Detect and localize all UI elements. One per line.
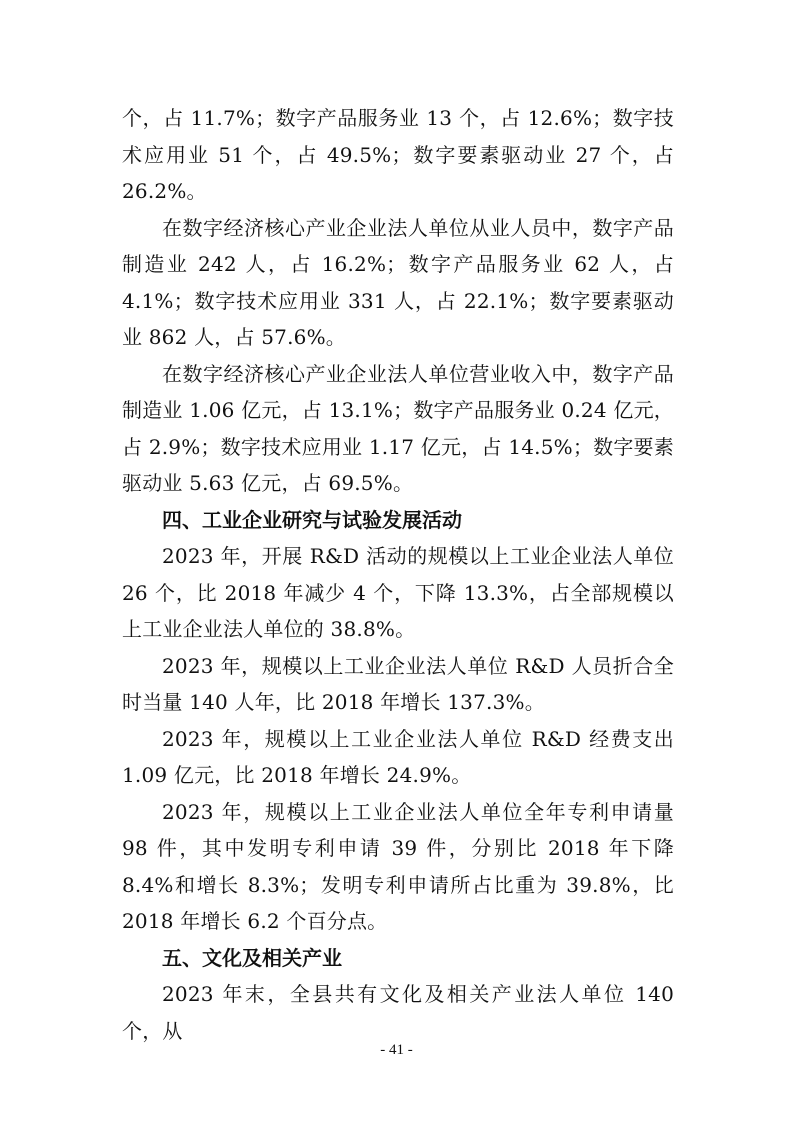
page-number: - 41 - [380,1042,413,1058]
paragraph-digital-employees: 在数字经济核心产业企业法人单位从业人员中，数字产品制造业 242 人，占 16.2%；数字产品服务业 62 人，占 4.1%；数字技术应用业 331 人，占 22.1%；数字要素驱动业 862 人，占 57.6%。 [122,215,674,349]
paragraph-digital-units: 个，占 11.7%；数字产品服务业 13 个，占 12.6%；数字技术应用业 51 个，占 49.5%；数字要素驱动业 27 个，占 26.2%。 [122,106,674,203]
paragraph-patents: 2023 年，规模以上工业企业法人单位全年专利申请量 98 件，其中发明专利申请 39 件，分别比 2018 年下降 8.4%和增长 8.3%；发明专利申请所占比重为 39.8%，比 2018 年增长 6.2 个百分点。 [122,799,674,933]
section-heading-culture: 五、文化及相关产业 [162,945,342,970]
document-page [122,100,674,1049]
paragraph-culture-units: 2023 年末，全县共有文化及相关产业法人单位 140 个，从 [122,982,674,1043]
paragraph-digital-revenue: 在数字经济核心产业企业法人单位营业收入中，数字产品制造业 1.06 亿元，占 13.1%；数字产品服务业 0.24 亿元，占 2.9%；数字技术应用业 1.17 亿元，占 14.5%；数字要素驱动业 5.63 亿元，占 69.5%。 [122,361,674,495]
paragraph-rd-personnel: 2023 年，规模以上工业企业法人单位 R&D 人员折合全时当量 140 人年，比 2018 年增长 137.3%。 [122,653,674,714]
section-heading-rd: 四、工业企业研究与试验发展活动 [162,507,462,532]
paragraph-rd-units: 2023 年，开展 R&D 活动的规模以上工业企业法人单位 26 个，比 2018 年减少 4 个，下降 13.3%，占全部规模以上工业企业法人单位的 38.8%。 [122,544,674,641]
paragraph-rd-expenditure: 2023 年，规模以上工业企业法人单位 R&D 经费支出 1.09 亿元，比 2018 年增长 24.9%。 [122,726,674,787]
